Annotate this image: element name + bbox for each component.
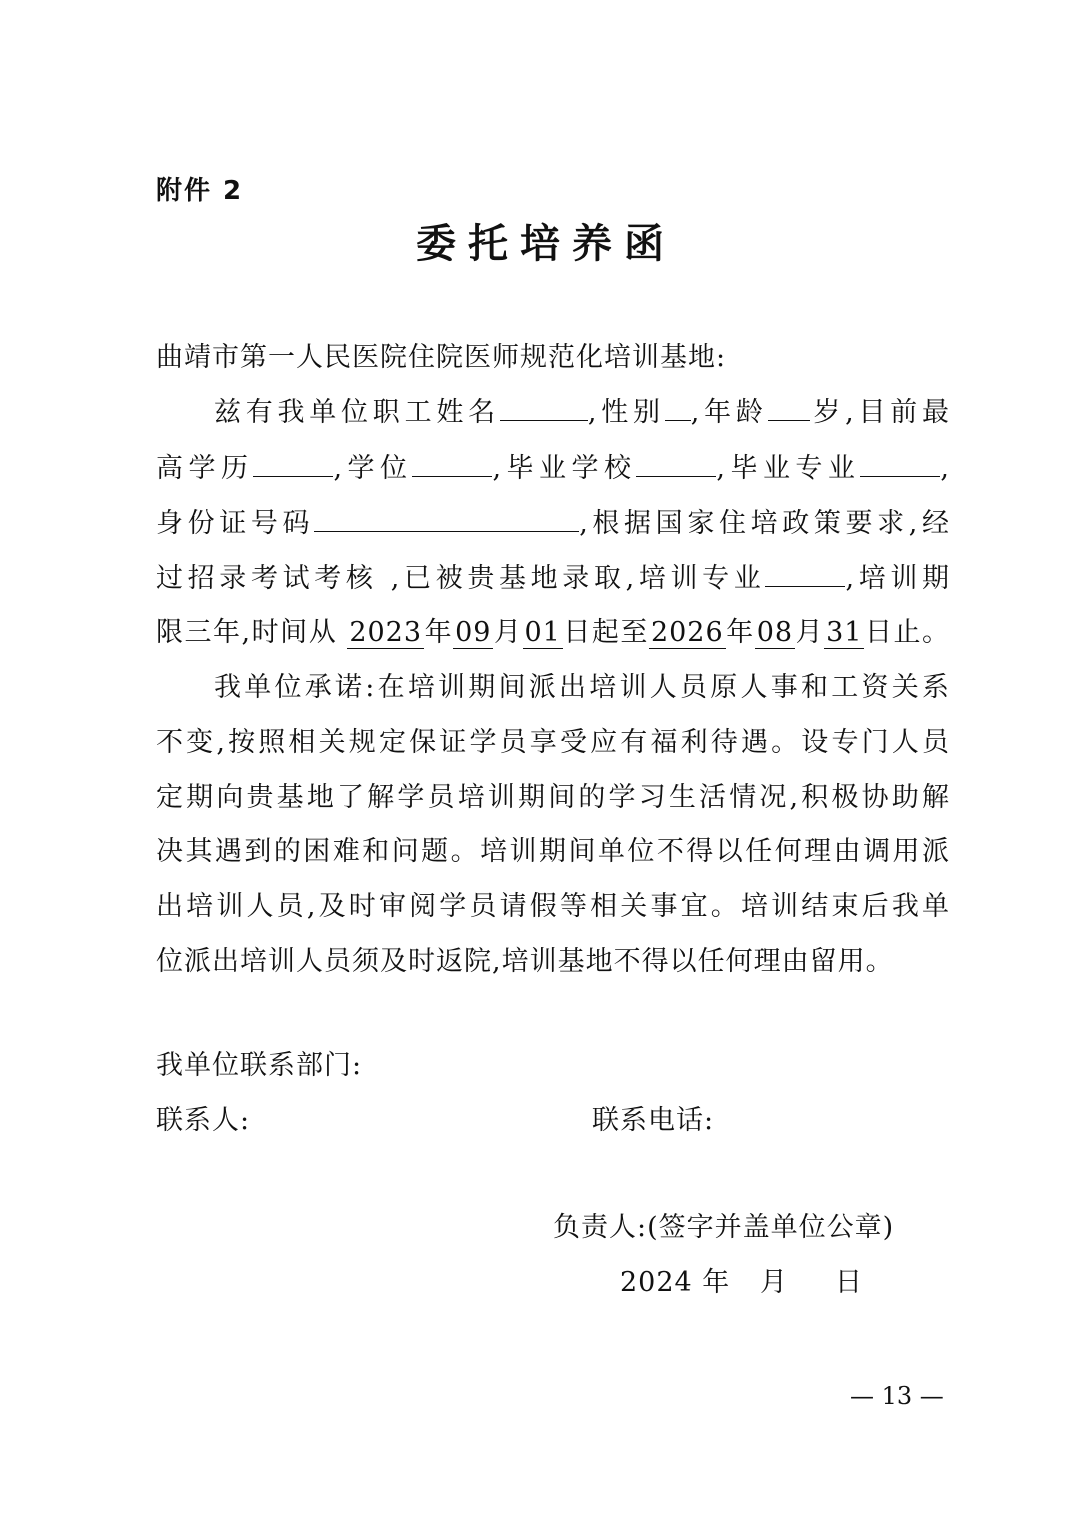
end-day: 31: [826, 617, 863, 648]
salutation: 曲靖市第一人民医院住院医师规范化培训基地:: [156, 342, 727, 373]
paragraph2-line: 决其遇到的困难和问题。培训期间单位不得以任何理由调用派: [156, 836, 950, 867]
age-blank: [768, 394, 810, 421]
date-month: 月: [760, 1267, 788, 1298]
title-char: 委: [416, 220, 456, 267]
training-major-blank: [765, 560, 845, 587]
name-blank: [500, 394, 588, 421]
end-year: 2026: [650, 617, 724, 648]
paragraph2-line: 定期向贵基地了解学员培训期间的学习生活情况,积极协助解: [156, 782, 950, 813]
paragraph2-line: 我单位承诺:在培训期间派出培训人员原人事和工资关系: [214, 672, 950, 703]
start-year: 2023: [349, 617, 423, 648]
title-char: 养: [572, 220, 612, 267]
end-month: 08: [756, 617, 794, 648]
paragraph1-line1: 兹有我单位职工姓名 ,性别 ,年龄 岁,目前最: [214, 390, 950, 429]
title-char: 培: [520, 220, 560, 267]
paragraph2-line: 出培训人员,及时审阅学员请假等相关事宜。培训结束后我单: [156, 891, 950, 922]
paragraph1-line3: 身份证号码 ,根据国家住培政策要求,经: [156, 501, 950, 540]
title-char: 函: [624, 220, 664, 267]
date-day: 日: [835, 1267, 863, 1298]
responsible-signature-label: 负责人:(签字并盖单位公章): [553, 1212, 895, 1243]
paragraph1-line4: 过招录考试考核 ,已被贵基地录取,培训专业 ,培训期: [156, 556, 950, 595]
paragraph1-line5: 限三年,时间从 2023年09月01日起至2026年08月31日止。: [156, 617, 951, 648]
school-blank: [636, 450, 716, 477]
major-blank: [860, 450, 940, 477]
contact-department-label: 我单位联系部门:: [156, 1050, 363, 1081]
document-title: [0, 212, 1080, 269]
contact-phone-label: 联系电话:: [592, 1105, 715, 1136]
degree-blank: [412, 450, 492, 477]
education-blank: [253, 450, 333, 477]
id-number-blank: [314, 505, 579, 532]
date-year: 2024 年: [620, 1267, 731, 1298]
contact-person-label: 联系人:: [156, 1105, 251, 1136]
start-day: 01: [524, 617, 561, 648]
page-number: — 13 —: [850, 1382, 944, 1410]
title-char: 托: [468, 220, 508, 267]
gender-blank: [665, 394, 691, 421]
attachment-label: 附件 2: [156, 176, 244, 206]
paragraph2-line: 位派出培训人员须及时返院,培训基地不得以任何理由留用。: [156, 946, 894, 977]
start-month: 09: [455, 617, 492, 648]
paragraph1-line2: 高学历 ,学位 ,毕业学校 ,毕业专业 ,: [156, 446, 950, 485]
paragraph2-line: 不变,按照相关规定保证学员享受应有福利待遇。设专门人员: [156, 727, 950, 758]
